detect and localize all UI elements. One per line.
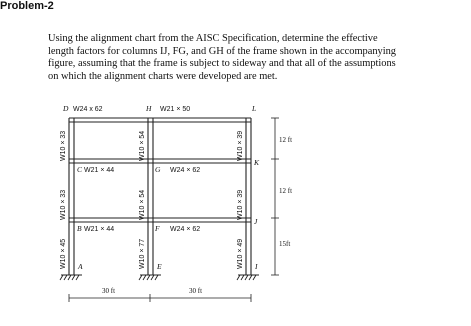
- beam-label-fj: W24 × 62: [170, 226, 201, 233]
- column-label-center-middle: W10 × 54: [139, 189, 146, 220]
- statement-line-3: figure, assuming that the frame is subject to sideway and that all of the assumptions: [48, 58, 396, 70]
- fixed-supports: [60, 275, 259, 280]
- statement-line-2: length factors for columns IJ, FG, and GH of the frame shown in the accompanying: [48, 45, 396, 57]
- beam-label-gk: W24 × 62: [170, 167, 201, 174]
- node-label-l: L: [252, 104, 257, 113]
- frame-columns: [69, 118, 251, 275]
- node-label-g: G: [155, 165, 161, 174]
- node-label-h: H: [146, 104, 152, 113]
- column-label-center-lower: W10 × 77: [139, 238, 146, 269]
- statement-line-1: Using the alignment chart from the AISC Specification, determine the effective: [48, 33, 378, 44]
- span-label-right: 30 ft: [189, 287, 203, 295]
- height-dimension-line: [271, 118, 279, 275]
- beam-label-dh: W24 x 62: [73, 106, 103, 113]
- node-label-k: K: [254, 158, 260, 167]
- column-label-right-lower: W10 × 49: [237, 238, 244, 269]
- node-label-j: J: [254, 217, 258, 226]
- span-dimension-line: [69, 294, 251, 302]
- height-label-top: 12 ft: [279, 136, 293, 144]
- node-label-a: A: [78, 262, 83, 271]
- beam-label-bf: W21 × 44: [84, 226, 115, 233]
- beam-label-cg: W21 × 44: [84, 167, 115, 174]
- node-label-e: E: [157, 262, 162, 271]
- statement-line-4: on which the alignment charts were developed are met.: [48, 70, 278, 82]
- node-label-b: B: [77, 224, 82, 233]
- height-label-middle: 12 ft: [279, 187, 293, 195]
- height-label-bottom: 15ft: [279, 240, 291, 248]
- beam-label-hl: W21 × 50: [160, 106, 191, 113]
- span-label-left: 30 ft: [102, 287, 116, 295]
- column-label-right-upper: W10 × 39: [237, 130, 244, 161]
- column-label-left-middle: W10 × 33: [60, 189, 67, 220]
- column-label-right-middle: W10 × 39: [237, 189, 244, 220]
- node-label-i: I: [255, 262, 258, 271]
- column-label-left-upper: W10 × 33: [60, 130, 67, 161]
- node-label-d: D: [63, 104, 69, 113]
- problem-heading: Problem-2: [0, 0, 54, 12]
- node-label-c: C: [77, 165, 83, 174]
- node-label-f: F: [155, 224, 160, 233]
- column-label-left-lower: W10 × 45: [60, 238, 67, 269]
- column-label-center-upper: W10 × 54: [139, 130, 146, 161]
